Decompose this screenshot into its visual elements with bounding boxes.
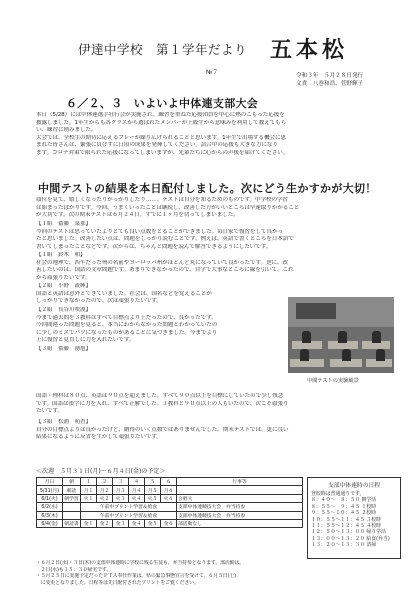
student-voice-line: 国語・理科は８０点、英語は９０点を超えました。すべて９０点以上を目標にしていたので少し残念 — [36, 393, 284, 399]
competition-day-line: １３：２０～１３：３０ 清掃 — [311, 542, 377, 549]
schedule-cell: 月６ — [161, 486, 177, 494]
schedule-cell: 午前中プリント学習＆給食 — [81, 503, 177, 511]
classroom-photo — [288, 297, 394, 373]
schedule-header-row — [37, 478, 303, 486]
competition-day-line: １１：５５～１２：４５ ４校時 — [311, 523, 382, 530]
section1-title: ６／２、３ いよいよ中体連支部大会 — [66, 97, 259, 110]
issue-author: 文責 八巻和浩、菅野輝子 — [296, 80, 364, 87]
section1-line: ます。コロナ対策で限られた応援になってしまいますが、先輩たちに心からの声援を届けてください。 — [36, 149, 289, 156]
schedule-header: 行事等 — [177, 478, 303, 486]
schedule-cell: 火６ — [161, 494, 177, 502]
schedule-notes — [36, 560, 306, 586]
schedule-row — [37, 503, 303, 511]
schedule-cell: 月３ — [113, 486, 129, 494]
schedule-header: ４ — [129, 478, 145, 486]
section2-intro — [36, 197, 402, 220]
student-voice-line: 今まで過去問を３教科はすべて目標点より上だったので、良かったです。 — [36, 314, 217, 321]
student-voice-line: 自分の目標点よりは良かったけど、納得のいく点数ではありませんでした。期末テストでは、更に良い — [36, 426, 289, 433]
section1-body — [36, 112, 402, 157]
schedule-cell: 火２ — [97, 494, 113, 502]
student-voice-line: に少しのミスでバツになったものがあることに気づきました。今までより — [36, 329, 218, 336]
student-voice-label: 【２組 長谷川咲波】 — [36, 307, 91, 313]
competition-day-line: 登校時は普通通りです。 — [311, 491, 365, 497]
schedule-cell: 火１ — [81, 494, 97, 502]
schedule-cell: 金６ — [161, 519, 177, 527]
schedule-cell: 朝読 — [63, 486, 81, 494]
schedule-cell — [177, 486, 303, 494]
section1-line: い、練習に励みました。 — [36, 127, 97, 133]
schedule-cell: 支部中体連競技大会 弁当持参 — [177, 503, 303, 511]
student-voice — [36, 307, 286, 345]
student-voice-line: 社会の地理で、西半だった州の名前やヨーロッパ州がほとんど丸になっていて良かったです。逆に、改 — [36, 259, 289, 266]
schedule-cell: 火３ — [113, 494, 129, 502]
section2-intro-line: は始まったばかりです。今回、うまくいったことは継続し、改善した方がいいところは早速取りかかること — [36, 204, 300, 211]
competition-day-line: １２：５０～１３：００ 帰り学活 — [311, 529, 386, 536]
student-voice-label: 【１組 齋藤 菜那】 — [36, 221, 91, 227]
newsletter-name: 五本松 — [270, 37, 349, 63]
issue-date: 令和３年 ５月２８日発行 — [296, 73, 364, 79]
schedule-cell: 月５ — [145, 486, 161, 494]
student-voice-line: 国語と英語は意外とできていました。社会は、国名などを覚えることが — [36, 290, 212, 297]
schedule-cell: 部活動なし — [177, 519, 303, 527]
schedule-cell: 月２ — [97, 486, 113, 494]
schedule-cell: 6/1(火) — [37, 494, 63, 502]
newsletter-school-title: 伊達中学校 第１学年だより — [78, 42, 248, 57]
issue-info — [296, 73, 363, 88]
photo-caption: 中間テストの実験風景 — [307, 378, 359, 384]
schedule-cell: 6/2(水) — [37, 503, 63, 511]
student-voice-line: 善したいのは、国語の文章問題です。あまりできなかったので、自学で大事なところに線を引いて、これ — [36, 267, 294, 273]
section1-line: 披露しました。1年生からも各クラスから選ばれたメンバーが上級生から意味みを利用して教えてもら — [36, 119, 287, 126]
schedule-header: 朝 — [63, 478, 81, 486]
issue-number: №７ — [206, 69, 219, 76]
schedule-table — [36, 477, 303, 528]
schedule-note-line: ・６月２日(水)・３日(木)の支部中体連時に学校に残る生徒も、弁当持参となります。部活動は、 — [36, 560, 245, 566]
student-voice-line: 書いてしまったことなどです。次からは、ちゃんと問題を読んで解答できるようにしたいです。 — [36, 243, 272, 250]
competition-day-line: ８：５５～ ９：４５ １校時 — [311, 503, 377, 510]
competition-day-line: ８：４０～ ８：５０ 朝学活 — [311, 497, 377, 504]
section2-intro-line: 頑位を見て、嬉しくなったりがっかりしたり……。テストは自分を知るためのものです。中学校の学習 — [36, 197, 288, 203]
schedule-note-line: ・５月２５日に実施予定だったＰＴＡ奉仕作業は、県の緊急事態宣言を受けて、６月５日(土) — [36, 573, 236, 580]
section1-line: 本日（5/28）には中体連選手壮行会が実施され、練習を重ねた応援団員を中心に熱のこもった応援を — [36, 112, 285, 118]
student-voice-label: 【３組 齋藤 湧旭】 — [36, 346, 91, 352]
schedule-header: ５ — [145, 478, 161, 486]
student-voice-label: 【２組 小野 流輝】 — [36, 283, 91, 289]
schedule-cell: 月４ — [129, 486, 145, 494]
schedule-note-line: に変更となりました。日程等は先日配付されたプリントをご覧ください。 — [36, 579, 199, 586]
schedule-cell: 合唱大 — [177, 494, 303, 502]
schedule-cell: 朝読書 — [63, 519, 81, 527]
student-voice — [36, 221, 402, 251]
schedule-cell: 5/31(月) — [37, 486, 63, 494]
schedule-cell: 火５ — [145, 494, 161, 502]
competition-day-line: １０：５５～１１：４５ ３校時 — [311, 516, 382, 523]
competition-day-line: ９：５５～１０：４５ ２校時 — [311, 510, 377, 517]
section1-line: 大会では、全校生の期待に応えるプレーが繰り広げられることと思います。1年生で出場する機会に恵 — [36, 134, 287, 141]
student-voice-line: 結果になるように反省を生かして頑張りたいです。 — [36, 434, 162, 440]
schedule-cell — [63, 511, 81, 519]
competition-day-title: 支部中体連時の日程 — [327, 483, 381, 489]
schedule-header: 月日 — [37, 478, 63, 486]
schedule-row — [37, 486, 303, 494]
schedule-row — [37, 494, 303, 502]
schedule-cell: 朝学習 — [63, 494, 81, 502]
schedule-cell: 6/3(木) — [37, 511, 63, 519]
schedule-cell: 支部中体連競技大会 弁当持参 — [177, 511, 303, 519]
student-voice-label: 【１組 鈴木 和】 — [36, 252, 86, 258]
schedule-cell: 6/4(金) — [37, 519, 63, 527]
schedule-row — [37, 519, 303, 527]
student-voice — [36, 252, 402, 282]
student-voice-line: から頑張りたいです。 — [36, 274, 91, 281]
student-voice-line: 上に復習と見直しに力を入れたいです。 — [36, 337, 135, 343]
section2-intro-line: が大切です。次の期末テストは６月２４日。すでに１ヶ月を切ってしまいました。 — [36, 212, 239, 218]
schedule-cell: 金３ — [113, 519, 129, 527]
schedule-header: ２ — [97, 478, 113, 486]
schedule-cell — [63, 503, 81, 511]
student-voice-line: 今回のテストは思っていたよりとても良い点数をとることができました。毎日家で復習をして良かっ — [36, 228, 283, 235]
schedule-note-line: ２日(水)も１５：３０帰宅です。 — [36, 566, 112, 573]
student-voice-line: しっかりできなかったので、次は頑張りたいです。 — [36, 298, 162, 304]
competition-day-schedule — [307, 477, 401, 559]
student-voice-line: 今回間違った問題を見ると、本当にわからなかった問題とわかっていたの — [36, 322, 218, 328]
schedule-header: ６ — [161, 478, 177, 486]
schedule-cell: 金１ — [81, 519, 97, 527]
student-voice-body — [36, 393, 402, 416]
section1-line: まれた皆さんは、緊張に負けずに日頃の成果を発揮してください。試合中の応援も大きな力になり — [36, 142, 278, 148]
schedule-cell: 金２ — [97, 519, 113, 527]
schedule-cell: 午前中プリント学習＆給食 — [81, 511, 177, 519]
schedule-row — [37, 511, 303, 519]
schedule-cell: 金５ — [145, 519, 161, 527]
schedule-cell: 火４ — [129, 494, 145, 502]
schedule-cell: 月１ — [81, 486, 97, 494]
schedule-cell: 金４ — [129, 519, 145, 527]
student-voice — [36, 419, 402, 442]
competition-day-line: １３：００～１３：２０ 給食(弁当) — [311, 535, 390, 542]
schedule-header: １ — [81, 478, 97, 486]
section2-title: 中間テストの結果を本日配付しました。次にどう生かすかが大切！ — [38, 182, 377, 195]
schedule-title: ＜次週 ５月３１日(月)～６月４日(金)の予定＞ — [36, 468, 166, 475]
schedule-header: ３ — [113, 478, 129, 486]
student-voice — [36, 283, 286, 306]
student-voice-line: たいです。 — [36, 408, 64, 414]
student-voice-label: 【３組 松浦 萌香】 — [36, 419, 91, 425]
student-voice-line: です。国語は漢字に力を入れ、すべて正解でした。３教科と９０点以上の人もいたので、次こそ頑張り — [36, 400, 289, 407]
student-voice-line: たと思いました。改善したい点は、問題をしっかり読むことです。例えば、英語で書くところを日本語で — [36, 236, 294, 242]
